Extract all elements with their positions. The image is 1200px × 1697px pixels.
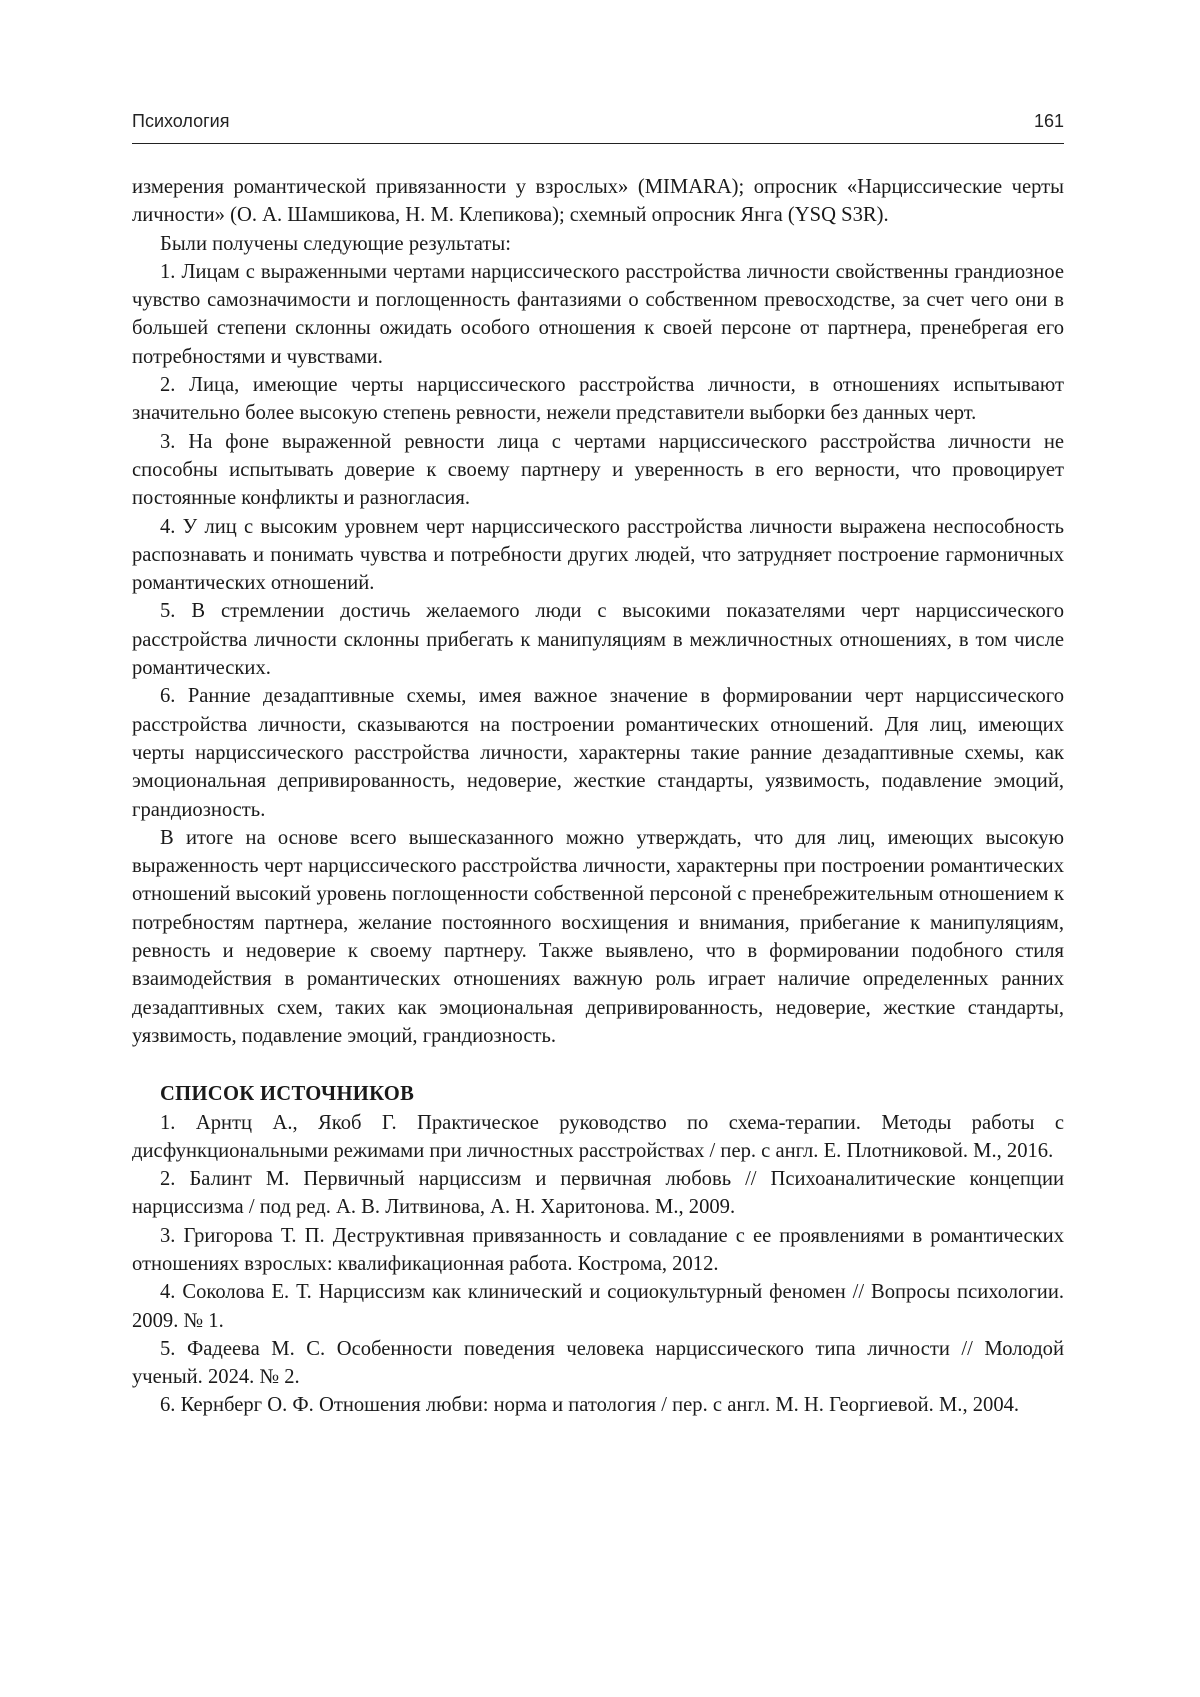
- finding-3: 3. На фоне выраженной ревности лица с чертами нарциссического расстройства личности не способны испытывать доверие к своему партнеру и уверенность в его верности, что провоцирует постоянные конфликты и разногласия.: [132, 430, 1064, 510]
- section-title: Психология: [132, 111, 230, 131]
- references-list: [132, 1109, 1064, 1420]
- finding-1: 1. Лицам с выраженными чертами нарциссического расстройства личности свойственны грандиозное чувство самозначимости и поглощенность фантазиями о собственном превосходстве, за счет чего они в большей степени склонны ожидать особого отношения к своей персоне от партнера, пренебрегая его потребностями и чувствами.: [132, 260, 1064, 368]
- reference-item: 4. Соколова Е. Т. Нарциссизм как клинический и социокультурный феномен // Вопросы психологии. 2009. № 1.: [132, 1281, 1064, 1332]
- reference-item: 6. Кернберг О. Ф. Отношения любви: норма и патология / пер. с англ. М. Н. Георгиевой. М., 2004.: [160, 1394, 1020, 1417]
- conclusion-paragraph: В итоге на основе всего вышесказанного можно утверждать, что для лиц, имеющих высокую выраженность черт нарциссического расстройства личности, характерны при построении романтических отношений высокий уровень поглощенности собственной персоной с пренебрежительным отношением к потребностям партнера, желание постоянного восхищения и внимания, прибегание к манипуляциям, ревность и недоверие к своему партнеру. Также выявлено, что в формировании подобного стиля взаимодействия в романтических отношениях важную роль играет наличие определенных ранних дезадаптивных схем, таких как эмоциональная депривированность, недоверие, жесткие стандарты, уязвимость, подавление эмоций, грандиозность.: [132, 826, 1064, 1047]
- page-number: 161: [1033, 111, 1064, 131]
- reference-item: 5. Фадеева М. С. Особенности поведения человека нарциссического типа личности // Молодой ученый. 2024. № 2.: [132, 1337, 1064, 1389]
- running-head: [132, 111, 1064, 144]
- reference-item: 2. Балинт М. Первичный нарциссизм и первичная любовь // Психоаналитические концепции нарциссизма / под ред. А. В. Литвинова, А. Н. Харитонова. М., 2009.: [132, 1168, 1064, 1219]
- finding-2: 2. Лица, имеющие черты нарциссического расстройства личности, в отношениях испытывают значительно более высокую степень ревности, нежели представители выборки без данных черт.: [132, 374, 1064, 425]
- references-heading: СПИСОК ИСТОЧНИКОВ: [160, 1083, 415, 1106]
- body-paragraph: Были получены следующие результаты:: [160, 232, 511, 255]
- finding-6: 6. Ранние дезадаптивные схемы, имея важное значение в формировании черт нарциссического расстройства личности, сказываются на построении романтических отношений. Для лиц, имеющих черты нарциссического расстройства личности, характерны такие ранние дезадаптивные схемы, как эмоциональная депривированность, недоверие, жесткие стандарты, уязвимость, подавление эмоций, грандиозность.: [132, 685, 1064, 821]
- finding-5: 5. В стремлении достичь желаемого люди с высокими показателями черт нарциссического расстройства личности склонны прибегать к манипуляциям в межличностных отношениях, в том числе романтических.: [132, 600, 1064, 680]
- reference-item: 1. Арнтц А., Якоб Г. Практическое руководство по схема-терапии. Методы работы с дисфункциональными режимами при личностных расстройствах / пер. с англ. Е. Плотниковой. М., 2016.: [132, 1111, 1064, 1162]
- page-content: [132, 173, 1064, 1420]
- body-paragraph: измерения романтической привязанности у взрослых» (MIMARA); опросник «Нарциссические черты личности» (О. А. Шамшикова, Н. М. Клепикова); схемный опросник Янга (YSQ S3R).: [132, 176, 1064, 227]
- finding-4: 4. У лиц с высоким уровнем черт нарциссического расстройства личности выражена неспособность распознавать и понимать чувства и потребности других людей, что затрудняет построение гармоничных романтических отношений.: [132, 515, 1064, 595]
- reference-item: 3. Григорова Т. П. Деструктивная привязанность и совладание с ее проявлениями в романтических отношениях взрослых: квалификационная работа. Кострома, 2012.: [132, 1224, 1064, 1275]
